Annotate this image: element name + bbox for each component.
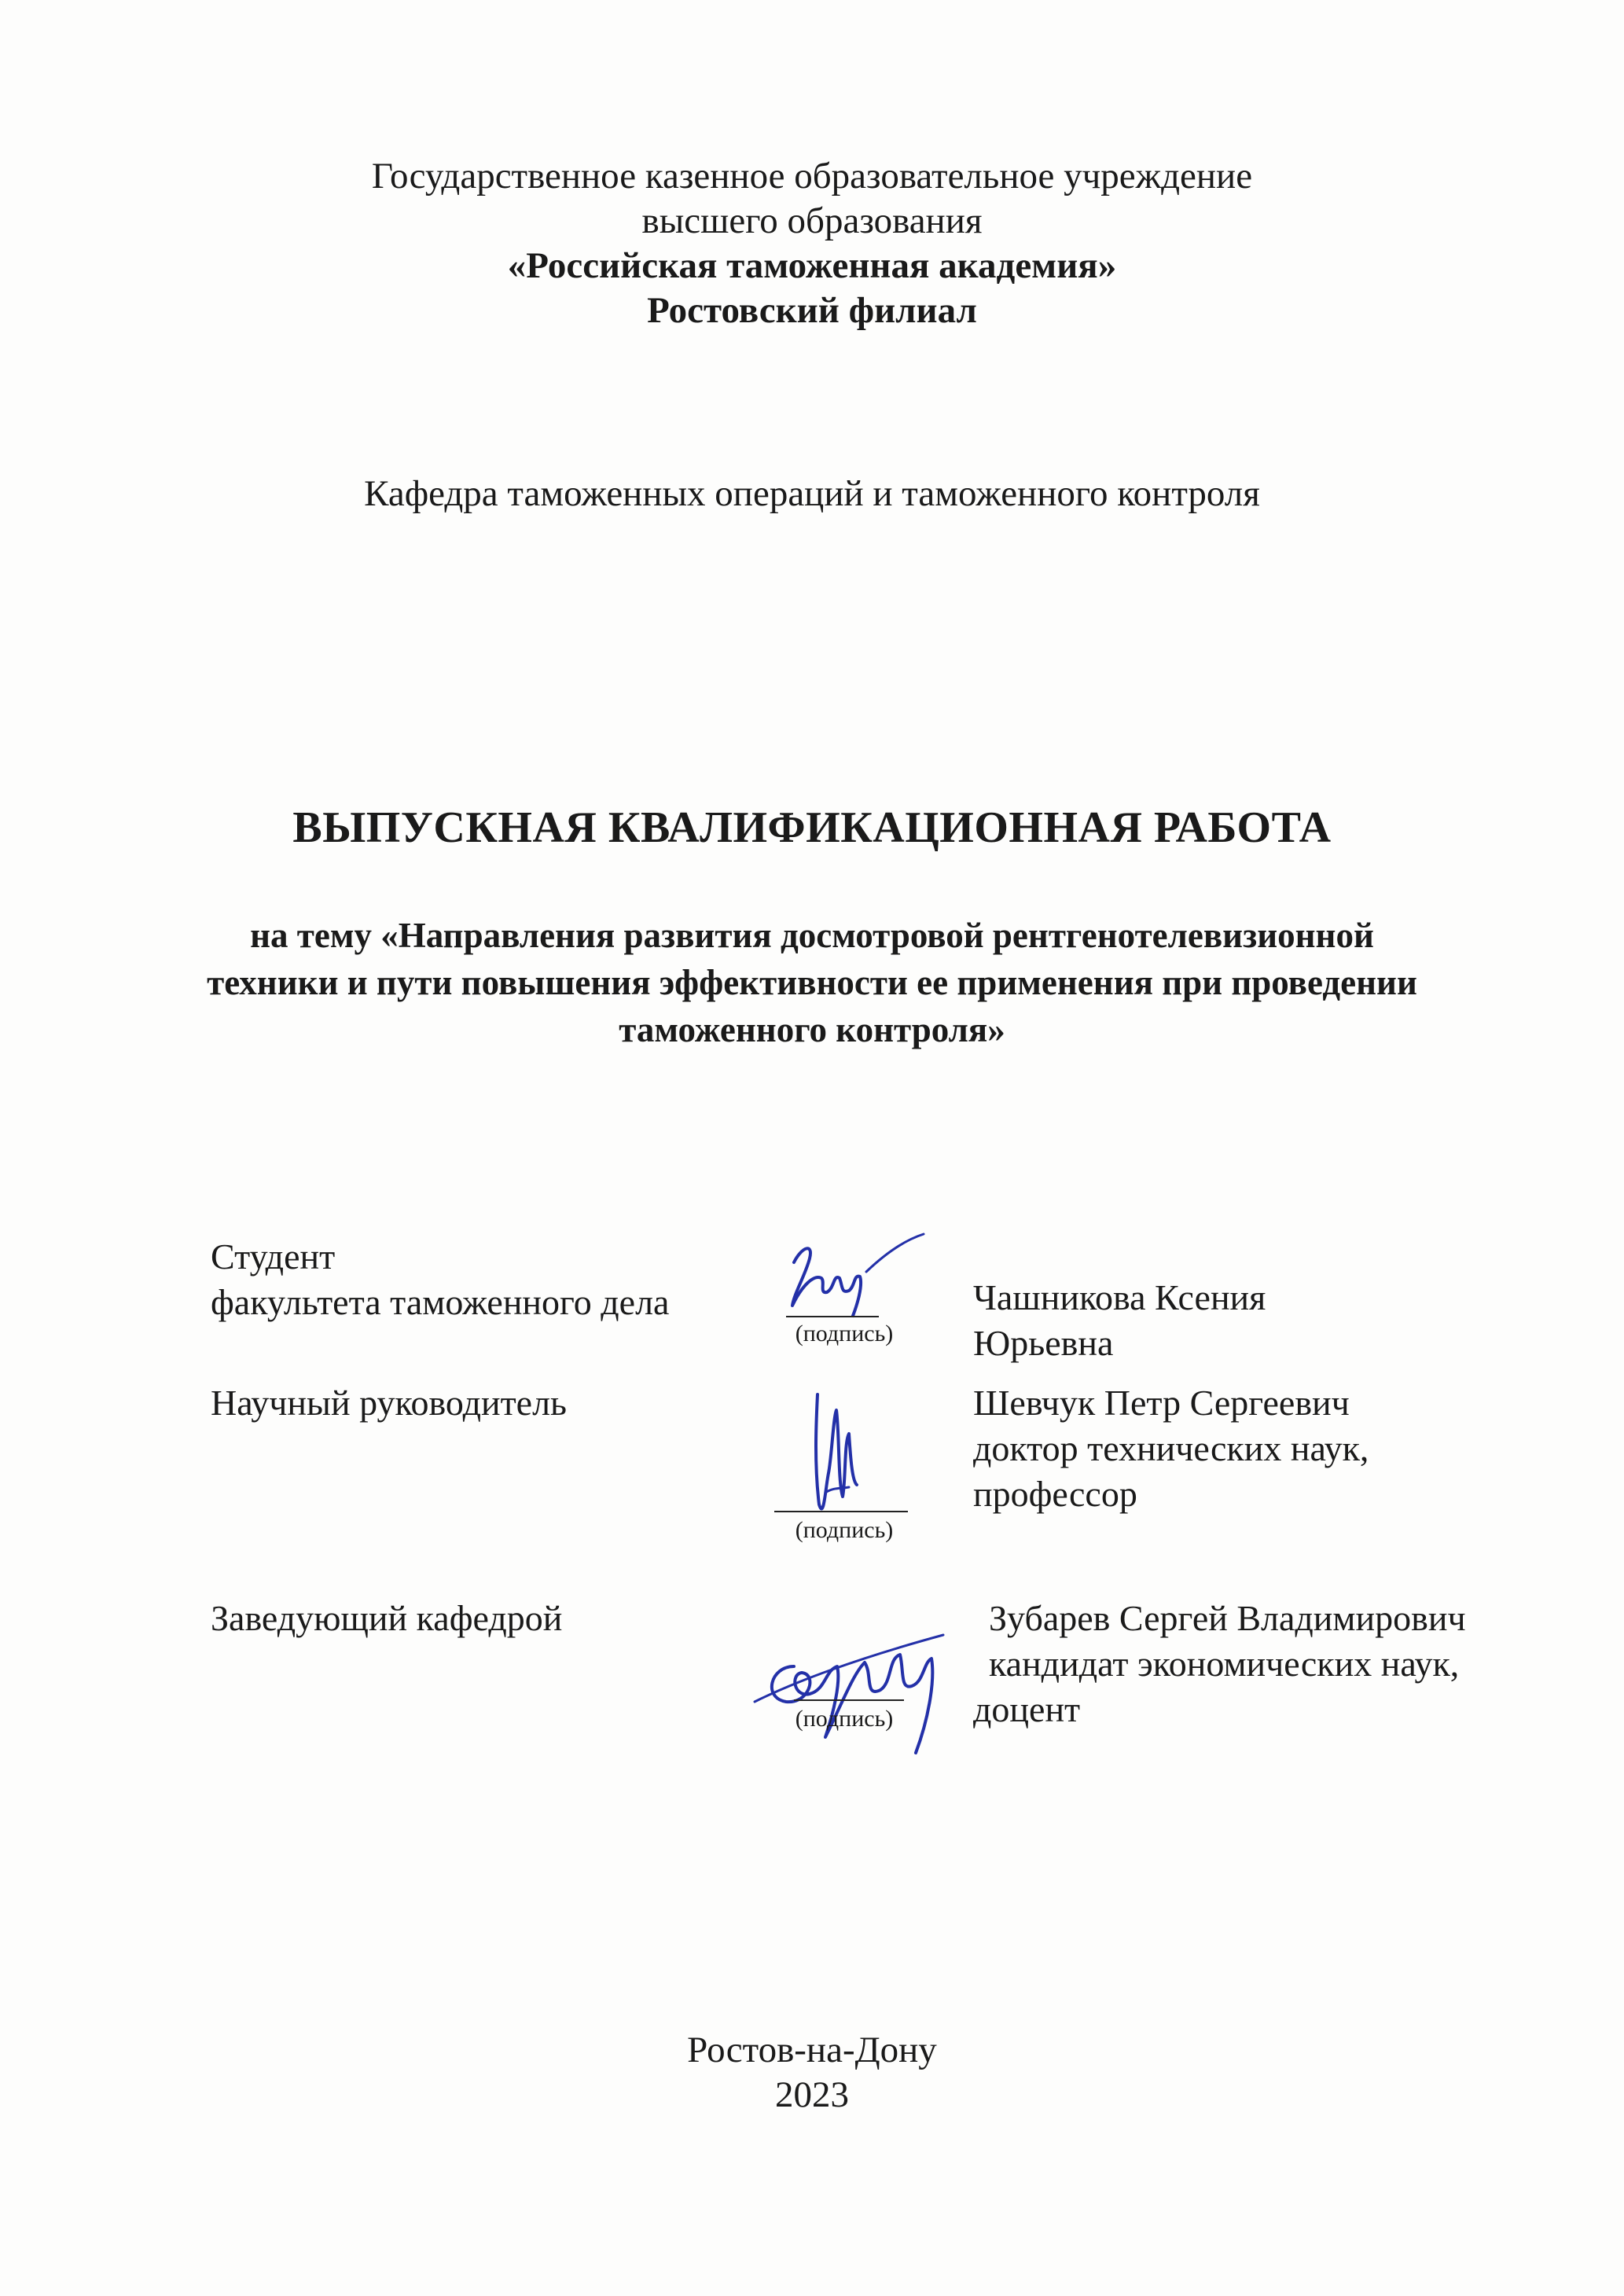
- signature-caption: (подпись): [795, 1517, 894, 1543]
- person-line: профессор: [973, 1474, 1137, 1514]
- role-head: [211, 1596, 562, 1641]
- institution-header: [0, 154, 1624, 333]
- year: 2023: [775, 2074, 849, 2115]
- topic-block: [0, 912, 1624, 1053]
- role-line: Научный руководитель: [211, 1383, 568, 1423]
- person-line: Юрьевна: [973, 1323, 1114, 1363]
- branch-name: Ростовский филиал: [647, 290, 977, 331]
- signature-line: [794, 1699, 904, 1701]
- topic-line-3: таможенного контроля»: [619, 1010, 1005, 1049]
- person-supervisor: [973, 1380, 1369, 1517]
- person-head-title: [973, 1687, 1080, 1732]
- person-line: Чашникова Ксения: [973, 1277, 1266, 1317]
- academy-name: «Российская таможенная академия»: [507, 245, 1117, 286]
- department-name: Кафедра таможенных операций и таможенного контроля: [364, 473, 1260, 514]
- role-line: Студент: [211, 1236, 336, 1277]
- head-signature: [747, 1627, 983, 1776]
- city: Ростов-на-Дону: [687, 2030, 937, 2070]
- signature-caption: (подпись): [795, 1706, 894, 1732]
- role-line: факультета таможенного дела: [211, 1282, 670, 1322]
- institution-line-2: высшего образования: [641, 200, 983, 241]
- document-title: ВЫПУСКНАЯ КВАЛИФИКАЦИОННАЯ РАБОТА: [292, 803, 1332, 852]
- person-student: [973, 1275, 1266, 1366]
- person-head: [989, 1596, 1466, 1687]
- role-line: Заведующий кафедрой: [211, 1598, 563, 1638]
- role-student: [211, 1234, 669, 1325]
- person-line: Зубарев Сергей Владимирович: [989, 1598, 1466, 1638]
- signature-line: [786, 1316, 879, 1317]
- person-line: кандидат экономических наук,: [989, 1644, 1460, 1684]
- institution-line-1: Государственное казенное образовательное учреждение: [371, 156, 1253, 197]
- department: [0, 472, 1624, 516]
- supervisor-signature: [794, 1387, 880, 1536]
- signature-caption: (подпись): [795, 1321, 894, 1346]
- person-line: Шевчук Петр Сергеевич: [973, 1383, 1350, 1423]
- role-supervisor: [211, 1380, 567, 1426]
- signature-line: [774, 1511, 908, 1512]
- document-title-block: [0, 802, 1624, 854]
- person-line: доктор технических наук,: [973, 1428, 1369, 1468]
- person-line: доцент: [973, 1689, 1081, 1729]
- footer: [0, 2028, 1624, 2118]
- student-signature: [778, 1231, 935, 1317]
- topic-line-1: на тему «Направления развития досмотровой рентгенотелевизионной: [250, 916, 1374, 955]
- topic-line-2: техники и пути повышения эффективности ее применения при проведении: [207, 963, 1417, 1002]
